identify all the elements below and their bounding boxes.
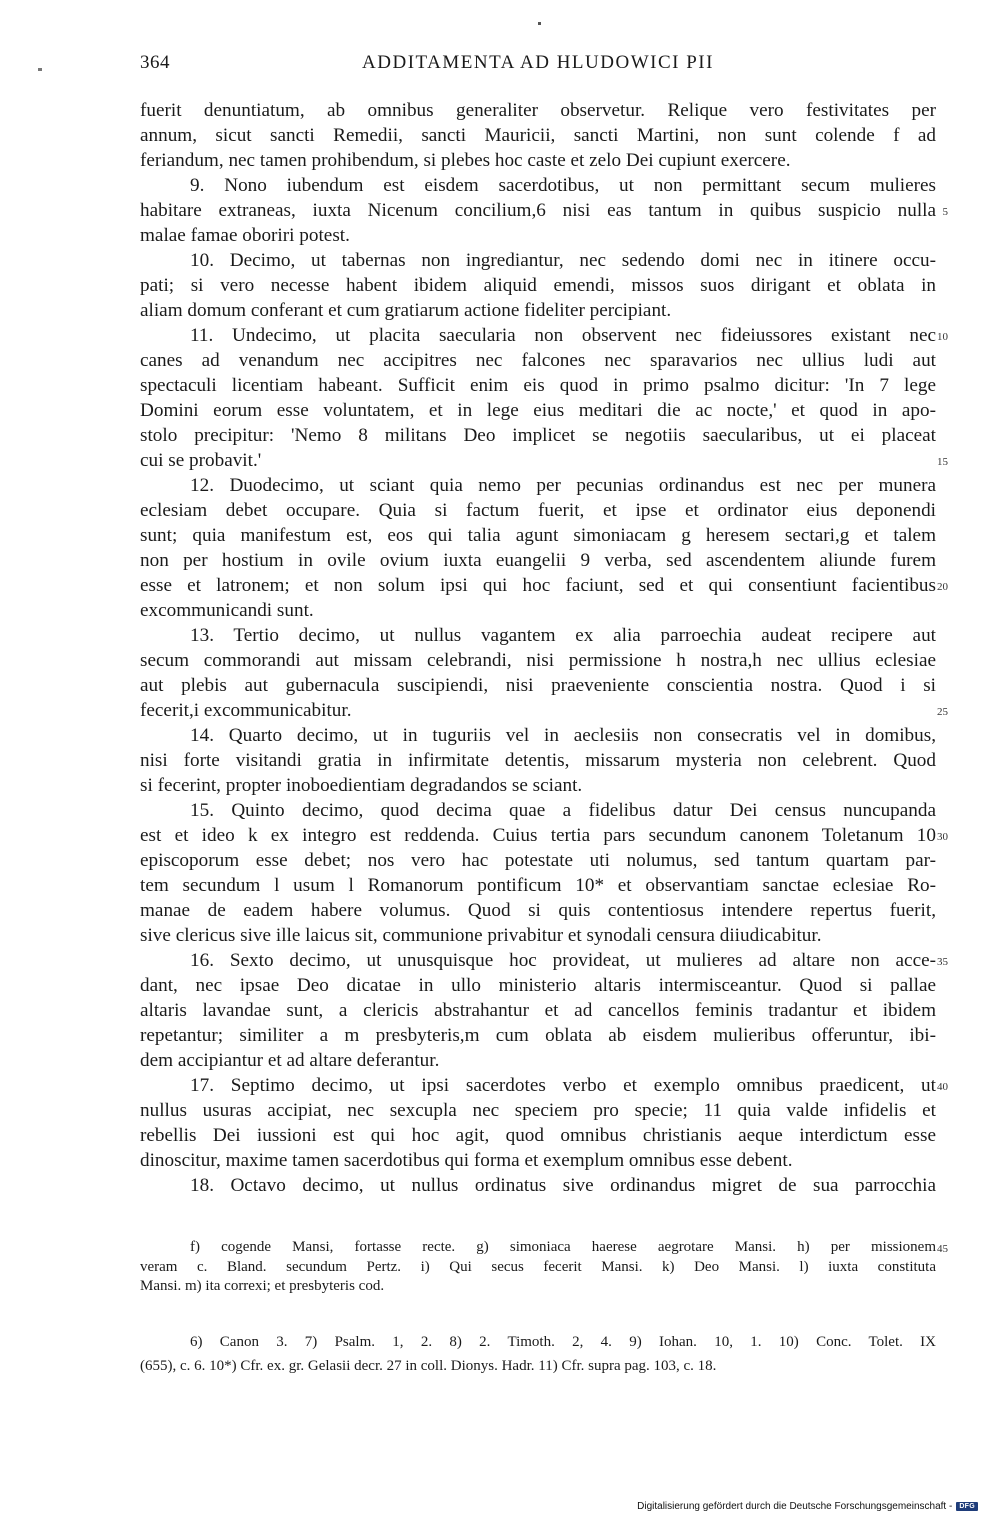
text-line (140, 923, 936, 948)
text-line-text: non per hostium in ovile ovium iuxta euangelii 9 verba, sed ascendentem aliunde furem (140, 550, 936, 571)
text-line-text: dant, nec ipsae Deo dicatae in ullo ministerio altaris intermisceantur. Quod si pallae (140, 975, 936, 996)
apparatus-line (140, 1258, 936, 1278)
text-line (140, 348, 936, 373)
main-text (140, 98, 948, 1198)
text-line (140, 248, 936, 273)
apparatus-line-text: Mansi. m) ita correxi; et presbyteris cod. (140, 1278, 385, 1295)
text-line (140, 448, 948, 473)
text-line-text: episcoporum esse debet; nos vero hac potestate uti nolumus, sed tantum quartam par- (140, 850, 936, 871)
text-line (140, 1123, 936, 1148)
text-line-text: 15. Quinto decimo, quod decima quae a fidelibus datur Dei census nuncupanda (190, 800, 936, 821)
text-line (140, 1173, 936, 1198)
text-line-text: 17. Septimo decimo, ut ipsi sacerdotes verbo et exemplo omnibus praedicent, ut (190, 1075, 936, 1096)
text-line-text: 14. Quarto decimo, ut in tuguriis vel in aeclesiis non consecratis vel in domibus, (190, 725, 936, 746)
scan-speck (538, 22, 541, 25)
text-line (140, 823, 948, 848)
source-note-line (140, 1354, 936, 1378)
text-line (140, 273, 936, 298)
text-line (140, 598, 936, 623)
text-line (140, 223, 936, 248)
running-title: ADDITAMENTA AD HLUDOWICI PII (362, 52, 714, 73)
dfg-logo: DFG (956, 1502, 978, 1511)
text-line (140, 148, 936, 173)
text-line (140, 98, 936, 123)
text-line-text: manae de eadem habere volumus. Quod si quis contentiosus intendere repertus fuerit, (140, 900, 936, 921)
text-line (140, 848, 936, 873)
text-line-text: canes ad venandum nec accipitres nec falcones nec sparavarios nec ullius ludi aut (140, 350, 936, 371)
apparatus-line-text: f) cogende Mansi, fortasse recte. g) simoniaca haerese aegrotare Mansi. h) per missionem (190, 1239, 936, 1255)
line-number: 5 (942, 206, 948, 218)
text-line (140, 648, 936, 673)
text-line-text: 13. Tertio decimo, ut nullus vagantem ex alia parroechia audeat recipere aut (190, 625, 936, 646)
text-line-text: altaris lavandae sunt, a clericis abstrahantur et ad cancellos feminis tradantur et ibidem (140, 1000, 936, 1021)
text-line (140, 673, 936, 698)
text-line (140, 698, 948, 723)
text-line (140, 873, 936, 898)
text-line-text: eclesiam debet occupare. Quia si factum fuerit, et ipse et ordinator eius deponendi (140, 500, 936, 521)
text-line-text: 12. Duodecimo, ut sciant quia nemo per pecunias ordinandus est nec per munera (190, 475, 936, 496)
text-line-text: dem accipiantur et ad altare deferantur. (140, 1050, 440, 1071)
apparatus-line (140, 1277, 936, 1297)
text-line (140, 1148, 936, 1173)
text-line (140, 373, 936, 398)
text-line-text: tem secundum l usum l Romanorum pontificum 10* et observantiam sanctae eclesiae Ro- (140, 875, 936, 896)
source-notes (140, 1330, 936, 1378)
text-line (140, 198, 948, 223)
text-line-text: stolo precipitur: 'Nemo 8 militans Deo implicet se negotiis saecularibus, ut ei placeat (140, 425, 936, 446)
text-line (140, 573, 948, 598)
line-number: 30 (937, 831, 948, 843)
text-line (140, 948, 948, 973)
text-line-text: aliam domum conferant et cum gratiarum actione fideliter percipiant. (140, 300, 672, 321)
text-line-text: dinoscitur, maxime tamen sacerdotibus qui forma et exemplum omnibus esse debent. (140, 1150, 793, 1171)
apparatus-line-text: veram c. Bland. secundum Pertz. i) Qui secus fecerit Mansi. k) Deo Mansi. l) iuxta constituta (140, 1258, 936, 1275)
text-line (140, 623, 936, 648)
page-number: 364 (140, 52, 170, 73)
text-line-text: excommunicandi sunt. (140, 600, 314, 621)
text-line-text: aut plebis aut gubernacula suscipiendi, nisi praeveniente conscientia nostra. Quod i si (140, 675, 936, 696)
text-line (140, 798, 936, 823)
text-line-text: fecerit,i excommunicabitur. (140, 700, 352, 721)
text-line-text: rebellis Dei iussioni est qui hoc agit, quod omnibus christianis aeque interdictum esse (140, 1125, 936, 1146)
apparatus-line (140, 1238, 948, 1258)
text-line-text: annum, sicut sancti Remedii, sancti Mauricii, sancti Martini, non sunt colende f ad (140, 125, 936, 146)
text-line (140, 298, 936, 323)
text-line (140, 423, 936, 448)
text-line (140, 773, 936, 798)
text-line (140, 398, 936, 423)
text-line-text: 11. Undecimo, ut placita saecularia non observent nec fideiussores existant nec (190, 325, 936, 346)
text-line (140, 473, 936, 498)
source-note-line-text: (655), c. 6. 10*) Cfr. ex. gr. Gelasii decr. 27 in coll. Dionys. Hadr. 11) Cfr. supra pag. 103, c. 18. (140, 1358, 717, 1374)
text-line-text: 9. Nono iubendum est eisdem sacerdotibus, ut non permittant secum mulieres (190, 175, 936, 196)
text-line (140, 123, 936, 148)
text-line-text: si fecerint, propter inoboedientiam degradandos se sciant. (140, 775, 583, 796)
text-line (140, 898, 936, 923)
text-line (140, 973, 936, 998)
text-line (140, 323, 948, 348)
source-note-line (140, 1330, 936, 1354)
digitization-credit (637, 1501, 978, 1512)
text-line-text: esse et latronem; et non solum ipsi qui hoc faciunt, sed et qui consentiunt facientibus (140, 575, 936, 596)
text-line-text: feriandum, nec tamen prohibendum, si plebes hoc caste et zelo Dei cupiunt exercere. (140, 150, 791, 171)
text-line-text: Domini eorum esse voluntatem, et in lege eius meditari die ac nocte,' et quod in apo- (140, 400, 936, 421)
text-line-text: nisi forte visitandi gratia in infirmitate detentis, missarum mysteria non celebrent. Quod (140, 750, 936, 771)
line-number: 45 (937, 1243, 948, 1255)
text-line-text: fuerit denuntiatum, ab omnibus generaliter observetur. Relique vero festivitates per (140, 100, 936, 121)
text-line (140, 1048, 936, 1073)
text-line (140, 723, 936, 748)
text-line (140, 548, 936, 573)
text-line (140, 523, 936, 548)
critical-apparatus (140, 1238, 948, 1297)
line-number: 25 (937, 706, 948, 718)
text-line (140, 1098, 936, 1123)
text-line-text: pati; si vero necesse habent ibidem aliquid emendi, missos suos dirigant et oblata in (140, 275, 936, 296)
text-line-text: repetantur; similiter a m presbyteris,m cum oblata ab eisdem mulieribus offeruntur, ibi- (140, 1025, 936, 1046)
text-line-text: sunt; quia manifestum est, eos qui talia agunt simoniacam g heresem sectari,g et talem (140, 525, 936, 546)
source-note-line-text: 6) Canon 3. 7) Psalm. 1, 2. 8) 2. Timoth. 2, 4. 9) Iohan. 10, 1. 10) Conc. Tolet. IX (190, 1334, 936, 1350)
text-line (140, 1023, 936, 1048)
text-line (140, 998, 936, 1023)
line-number: 10 (937, 331, 948, 343)
text-line-text: nullus usuras accipiat, nec sexcupla nec speciem pro specie; 11 quia valde infidelis et (140, 1100, 936, 1121)
text-line-text: cui se probavit.' (140, 450, 262, 471)
text-line (140, 748, 936, 773)
text-line-text: malae famae oboriri potest. (140, 225, 350, 246)
text-line-text: sive clericus sive ille laicus sit, communione privabitur et synodali censura diiudicabitur. (140, 925, 822, 946)
text-line-text: spectaculi licentiam habeant. Sufficit enim eis quod in primo psalmo dicitur: 'In 7 lege (140, 375, 936, 396)
line-number: 40 (937, 1081, 948, 1093)
text-line-text: habitare extraneas, iuxta Nicenum concilium,6 nisi eas tantum in quibus suspicio nulla (140, 200, 936, 221)
line-number: 20 (937, 581, 948, 593)
line-number: 15 (937, 456, 948, 468)
text-line-text: 10. Decimo, ut tabernas non ingrediantur, nec sedendo domi nec in itinere occu- (190, 250, 936, 271)
text-line-text: est et ideo k ex integro est reddenda. Cuius tertia pars secundum canonem Toletanum 10 (140, 825, 936, 846)
credit-text: Digitalisierung gefördert durch die Deutsche Forschungsgemeinschaft - (637, 1501, 953, 1512)
text-line-text: 16. Sexto decimo, ut unusquisque hoc provideat, ut mulieres ad altare non acce- (190, 950, 936, 971)
text-line (140, 1073, 948, 1098)
line-number: 35 (937, 956, 948, 968)
text-line-text: 18. Octavo decimo, ut nullus ordinatus sive ordinandus migret de sua parrocchia (190, 1175, 936, 1196)
text-line (140, 173, 936, 198)
text-line-text: secum commorandi aut missam celebrandi, nisi permissione h nostra,h nec ullius eclesiae (140, 650, 936, 671)
text-line (140, 498, 936, 523)
